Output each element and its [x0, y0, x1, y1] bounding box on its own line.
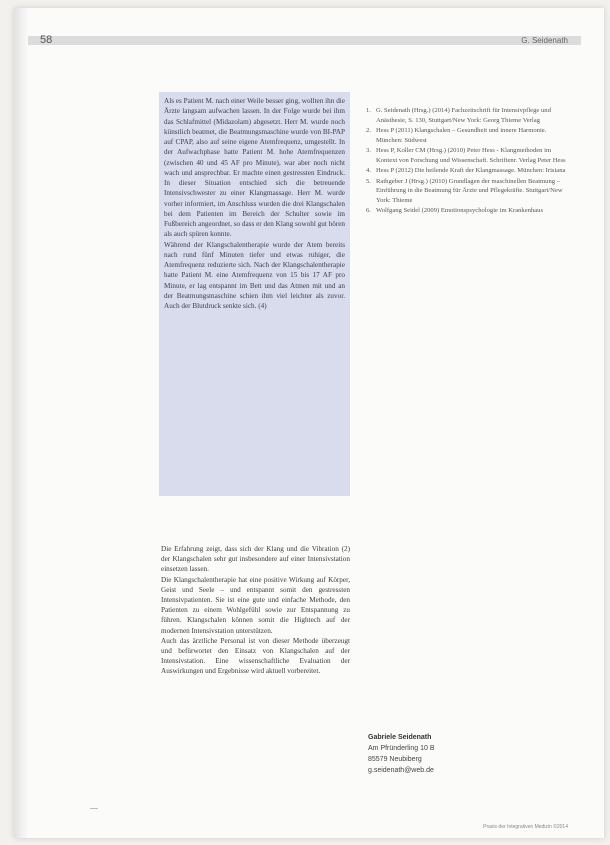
author-name: Gabriele Seidenath [368, 734, 432, 741]
page-number: 58 [40, 34, 53, 46]
reference-item: 3. Hess P, Koller CM (Hrsg.) (2010) Peter Hess - Klangmethoden im Kontext von Forschung und Wissenschaft. Schriftenr. Verlag Peter Hess [366, 147, 566, 164]
conclusion-text: Die Erfahrung zeigt, dass sich der Klang und die Vibration (2) der Klangschalen sehr gut insbesondere auf einer Intensivstation einsetzen lassen. Die Klangschalentherapie hat eine positive Wirkung auf Körper, Geist und Seele – und entspannt somit den gestressten Intensivpatienten. Sie ist eine gute und einfache Methode, den Patienten zu einem Wohlgefühl sowie zur Entspannung zu führen. Klangschalen können somit die Hightech auf der modernen Intensivstation unterstützen. Auch das ärztliche Personal ist von dieser Methode überzeugt und befürwortet den Einsatz von Klangschalen auf der Intensivstation. Eine wissenschaftliche Evaluation der Auswirkungen und Ergebnisse wird aktuell vorbereitet. [161, 545, 350, 676]
binding-gutter [14, 8, 28, 838]
reference-list [366, 106, 571, 217]
author-city: 85579 Neubiberg [368, 756, 422, 763]
reference-item: 5. Rathgeber J (Hrsg.) (2010) Grundlagen der maschinellen Beatmung – Einführung in die Beatmung für Ärzte und Pflegekräfte. Stuttgart/New York: Thieme [366, 177, 563, 204]
author-address [368, 732, 435, 776]
author-email[interactable]: g.seidenath@web.de [368, 767, 434, 774]
author-street: Am Pfründerling 10 B [368, 745, 435, 752]
reference-item: 4. Hess P (2012) Die heilende Kraft der Klangmassage. München: Irisiana [366, 167, 566, 174]
footer-text: Praxis der Integrativen Medizin ©2014 [483, 824, 568, 830]
conclusion-section [161, 544, 350, 677]
case-report-text: Als es Patient M. nach einer Weile besser ging, wollten ihn die Ärzte langsam aufwachen lassen. In der Folge wurde bei ihm das Schlafmittel (Midazolam) abgesetzt. Herr M. wurde noch künstlich beatmet, die Beatmungsmaschine wurde von BI-PAP auf CPAP, also auf seine eigene Atemfrequenz, umgestellt. In der Aufwachphase hatte Patient M. hohe Atemfrequenzen (zwischen 40 und 45 AF pro Minute), war aber noch nicht wach und ansprechbar. Er machte einen gestressten Eindruck. In dieser Situation entschied sich die betreuende Intensivschwester zu einer Klangmassage. Herr M. wurde vorher informiert, im Anschluss wurden die drei Klangschalen bei dem Patienten im Bereich der Schulter sowie im Fußbereich angeordnet, so dass er den Klang sowohl gut hören als auch spüren konnte. Während der Klangschalentherapie wurde der Atem bereits nach rund fünf Minuten tiefer und etwas ruhiger, die Atemfrequenz reduzierte sich. Nach der Klangschalentherapie hatte Patient M. eine Atemfrequenz von 15 bis 17 AF pro Minute, er lag entspannt im Bett und das Atmen mit und an der Beatmungsmaschine schien ihm viel leichter als zuvor. Auch der Blutdruck senkte sich. (4) [164, 97, 345, 310]
reference-item: 6. Wolfgang Seidel (2009) Emotionspsychologie im Krankenhaus [366, 207, 544, 214]
reference-item: 2. Hess P (2011) Klangschalen – Gesundheit und innere Harmonie. München: Südwest [366, 127, 547, 144]
reference-item: 1. G. Seidenath (Hrsg.) (2014) Fachzeitschrift für Intensivpflege und Anästhesie, S. 130, Stuttgart/New York: Georg Thieme Verlag [366, 107, 551, 124]
case-report-box [159, 92, 350, 496]
running-title: G. Seidenath [521, 36, 568, 45]
header-bar [28, 36, 581, 45]
pencil-mark [90, 808, 98, 809]
